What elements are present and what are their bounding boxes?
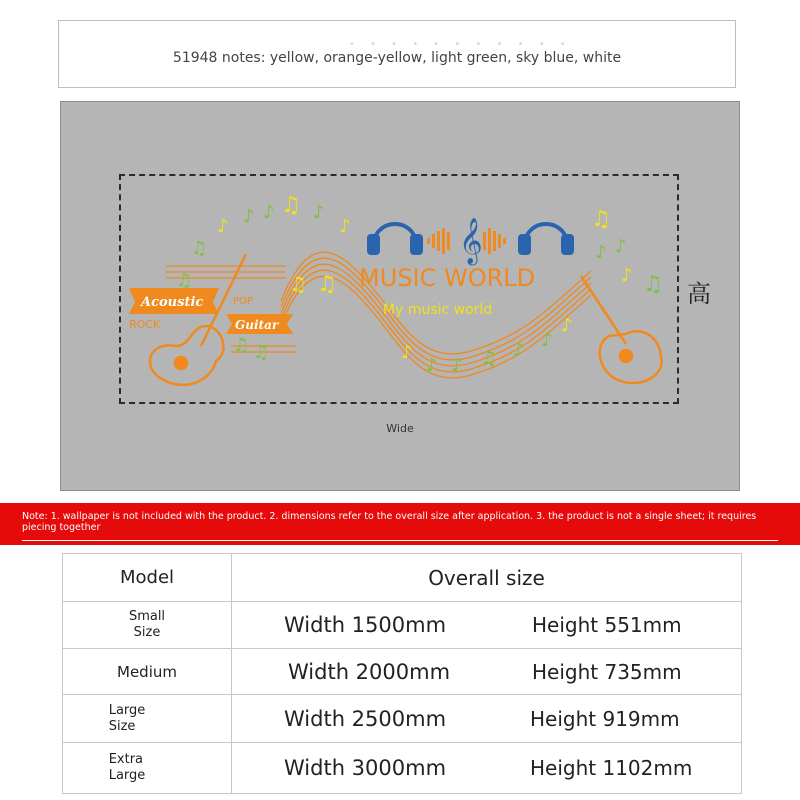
- svg-text:♪: ♪: [313, 202, 325, 223]
- svg-text:♪: ♪: [401, 342, 413, 363]
- notes-box: [58, 20, 736, 88]
- svg-text:♪: ♪: [426, 355, 438, 376]
- headphones-icon-right: [520, 224, 572, 253]
- table-row: [63, 649, 742, 695]
- svg-text:♪: ♪: [615, 236, 627, 257]
- svg-text:♪: ♪: [513, 340, 525, 361]
- note-banner-text: Note: 1. wallpaper is not included with the product. 2. dimensions refer to the overall size after application. 3. the product is not a single sheet; it requires piecing together: [22, 511, 757, 533]
- decorative-dots: • • • • • • • • • • •: [349, 39, 572, 50]
- treble-clef-icon: 𝄞: [459, 218, 483, 264]
- svg-text:♫: ♫: [176, 270, 193, 291]
- artwork-title: MUSIC WORLD: [359, 264, 536, 292]
- music-world-artwork: [121, 176, 681, 406]
- model-cell: [63, 649, 232, 695]
- height-value: Height 735mm: [532, 659, 682, 684]
- dimension-frame: [119, 174, 679, 404]
- svg-text:♫: ♫: [591, 207, 611, 232]
- svg-text:♪: ♪: [451, 355, 463, 376]
- header-overall-size: Overall size: [232, 554, 742, 602]
- svg-text:♪: ♪: [217, 216, 229, 237]
- model-name: Medium: [117, 662, 177, 681]
- svg-text:♪: ♪: [263, 202, 275, 223]
- width-value: Width 2500mm: [284, 706, 447, 731]
- model-name: Small Size: [128, 609, 166, 640]
- model-name: Large Size: [108, 702, 146, 734]
- size-cell: [232, 649, 742, 695]
- model-cell: [63, 695, 232, 743]
- artwork-subtitle: My music world: [383, 302, 493, 318]
- width-value: Width 3000mm: [284, 756, 447, 780]
- svg-text:♫: ♫: [289, 272, 307, 296]
- model-name: Extra Large: [108, 752, 146, 783]
- size-cell: [232, 695, 742, 743]
- table-row: [63, 695, 742, 743]
- svg-text:♪: ♪: [621, 265, 633, 286]
- note-banner: [0, 503, 800, 545]
- acoustic-label: Acoustic: [141, 295, 204, 310]
- rock-label: ROCK: [129, 318, 161, 331]
- pop-label: POP: [233, 296, 253, 307]
- svg-text:♪: ♪: [243, 206, 255, 227]
- size-table: [62, 553, 742, 794]
- svg-text:♪: ♪: [541, 330, 553, 351]
- width-value: Width 2000mm: [288, 659, 451, 684]
- height-value: Height 919mm: [530, 706, 680, 731]
- table-header-row: [63, 554, 742, 602]
- height-value: Height 1102mm: [530, 756, 693, 780]
- svg-text:♫: ♫: [481, 348, 498, 369]
- height-value: Height 551mm: [532, 613, 682, 637]
- note-banner-underline: [22, 540, 778, 541]
- height-label: 高: [687, 280, 711, 308]
- svg-text:♪: ♪: [339, 216, 351, 237]
- svg-text:♪: ♪: [561, 315, 573, 336]
- width-value: Width 1500mm: [284, 613, 447, 637]
- svg-text:♫: ♫: [317, 272, 337, 297]
- svg-text:♫: ♫: [253, 342, 270, 363]
- table-row: [63, 602, 742, 649]
- color-notes: 51948 notes: yellow, orange-yellow, light green, sky blue, white: [172, 50, 622, 66]
- model-cell: [63, 743, 232, 794]
- product-preview: [60, 101, 740, 491]
- size-cell: [232, 743, 742, 794]
- header-model: Model: [63, 554, 232, 602]
- size-cell: [232, 602, 742, 649]
- table-row: [63, 743, 742, 794]
- svg-text:♫: ♫: [191, 238, 208, 259]
- headphones-icon-left: [369, 224, 421, 253]
- model-cell: [63, 602, 232, 649]
- svg-text:♫: ♫: [281, 193, 301, 218]
- svg-text:♫: ♫: [233, 335, 250, 356]
- svg-text:♫: ♫: [643, 272, 663, 297]
- svg-text:♪: ♪: [595, 242, 607, 263]
- width-label: Wide: [386, 422, 414, 435]
- guitar-label: Guitar: [235, 318, 279, 332]
